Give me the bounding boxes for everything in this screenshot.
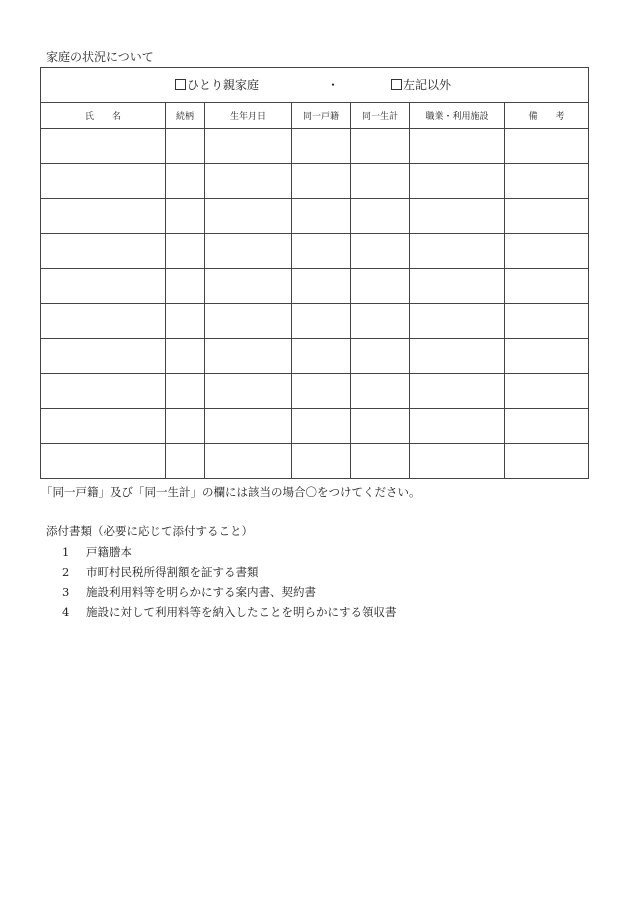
same-livelihood-cell[interactable] [351,129,410,164]
single-parent-label: ひとり親家庭 [187,78,260,92]
single-parent-checkbox[interactable] [175,79,186,90]
relationship-cell[interactable] [166,234,205,269]
attachment-number: 4 [62,605,70,619]
table-row [41,164,589,199]
relationship-cell[interactable] [166,374,205,409]
relationship-cell[interactable] [166,269,205,304]
same-livelihood-cell[interactable] [351,409,410,444]
birthdate-cell[interactable] [205,269,292,304]
occupation-facility-cell[interactable] [410,269,505,304]
remarks-cell[interactable] [505,374,589,409]
relationship-cell[interactable] [166,304,205,339]
birthdate-cell[interactable] [205,339,292,374]
table-body [41,129,589,479]
table-row [41,304,589,339]
household-type-cell [41,68,589,103]
birthdate-cell[interactable] [205,409,292,444]
occupation-facility-cell[interactable] [410,374,505,409]
name-cell[interactable] [41,164,166,199]
birthdate-cell[interactable] [205,234,292,269]
occupation-facility-cell[interactable] [410,409,505,444]
same-family-register-cell[interactable] [292,199,351,234]
header-birthdate: 生年月日 [205,103,292,129]
attachment-number: 3 [62,585,70,599]
attachment-text: 戸籍謄本 [86,545,132,559]
name-cell[interactable] [41,234,166,269]
occupation-facility-cell[interactable] [410,339,505,374]
other-household-checkbox[interactable] [391,79,402,90]
birthdate-cell[interactable] [205,129,292,164]
occupation-facility-cell[interactable] [410,199,505,234]
header-remarks: 備 考 [505,103,589,129]
birthdate-cell[interactable] [205,199,292,234]
header-same-livelihood: 同一生計 [351,103,410,129]
table-note: 「同一戸籍」及び「同一生計」の欄には該当の場合〇をつけてください。 [41,485,421,499]
name-cell[interactable] [41,409,166,444]
name-cell[interactable] [41,339,166,374]
same-livelihood-cell[interactable] [351,199,410,234]
same-livelihood-cell[interactable] [351,269,410,304]
same-family-register-cell[interactable] [292,269,351,304]
occupation-facility-cell[interactable] [410,234,505,269]
header-relationship: 続柄 [166,103,205,129]
header-name: 氏 名 [41,103,166,129]
relationship-cell[interactable] [166,409,205,444]
attachment-item [62,545,397,565]
same-family-register-cell[interactable] [292,444,351,479]
remarks-cell[interactable] [505,234,589,269]
same-family-register-cell[interactable] [292,409,351,444]
table-row [41,234,589,269]
section-title: 家庭の状況について [46,50,154,64]
birthdate-cell[interactable] [205,374,292,409]
remarks-cell[interactable] [505,304,589,339]
same-livelihood-cell[interactable] [351,374,410,409]
table-row [41,409,589,444]
name-cell[interactable] [41,444,166,479]
same-family-register-cell[interactable] [292,304,351,339]
table-row [41,444,589,479]
attachment-text: 施設利用料等を明らかにする案内書、契約書 [86,585,316,599]
table-row [41,129,589,164]
occupation-facility-cell[interactable] [410,444,505,479]
remarks-cell[interactable] [505,339,589,374]
remarks-cell[interactable] [505,444,589,479]
relationship-cell[interactable] [166,129,205,164]
remarks-cell[interactable] [505,409,589,444]
remarks-cell[interactable] [505,129,589,164]
same-family-register-cell[interactable] [292,129,351,164]
birthdate-cell[interactable] [205,444,292,479]
table-header-row [41,103,589,129]
same-livelihood-cell[interactable] [351,444,410,479]
same-family-register-cell[interactable] [292,164,351,199]
attachment-number: 1 [62,545,70,559]
option-separator: ・ [327,78,340,92]
table-row [41,374,589,409]
name-cell[interactable] [41,304,166,339]
family-table [40,67,589,479]
attachments-list [62,545,397,625]
header-occupation-facility: 職業・利用施設 [410,103,505,129]
attachment-item [62,565,397,585]
same-livelihood-cell[interactable] [351,339,410,374]
same-livelihood-cell[interactable] [351,234,410,269]
remarks-cell[interactable] [505,164,589,199]
attachment-number: 2 [62,565,70,579]
attachment-text: 施設に対して利用料等を納入したことを明らかにする領収書 [86,605,397,619]
remarks-cell[interactable] [505,199,589,234]
relationship-cell[interactable] [166,339,205,374]
relationship-cell[interactable] [166,444,205,479]
relationship-cell[interactable] [166,199,205,234]
table-row [41,339,589,374]
household-type-row [41,68,589,103]
same-livelihood-cell[interactable] [351,164,410,199]
attachment-item [62,605,397,625]
name-cell[interactable] [41,269,166,304]
occupation-facility-cell[interactable] [410,164,505,199]
attachments-title: 添付書類（必要に応じて添付すること） [46,524,253,538]
name-cell[interactable] [41,199,166,234]
same-family-register-cell[interactable] [292,234,351,269]
same-family-register-cell[interactable] [292,374,351,409]
table-row [41,199,589,234]
occupation-facility-cell[interactable] [410,304,505,339]
header-same-family-register: 同一戸籍 [292,103,351,129]
single-parent-option[interactable] [175,78,259,92]
birthdate-cell[interactable] [205,304,292,339]
other-household-label: 左記以外 [403,78,452,92]
same-livelihood-cell[interactable] [351,304,410,339]
attachment-text: 市町村民税所得割額を証する書類 [86,565,259,579]
name-cell[interactable] [41,374,166,409]
other-household-option[interactable] [391,78,451,92]
attachment-item [62,585,397,605]
relationship-cell[interactable] [166,164,205,199]
birthdate-cell[interactable] [205,164,292,199]
same-family-register-cell[interactable] [292,339,351,374]
table-row [41,269,589,304]
name-cell[interactable] [41,129,166,164]
occupation-facility-cell[interactable] [410,129,505,164]
remarks-cell[interactable] [505,269,589,304]
